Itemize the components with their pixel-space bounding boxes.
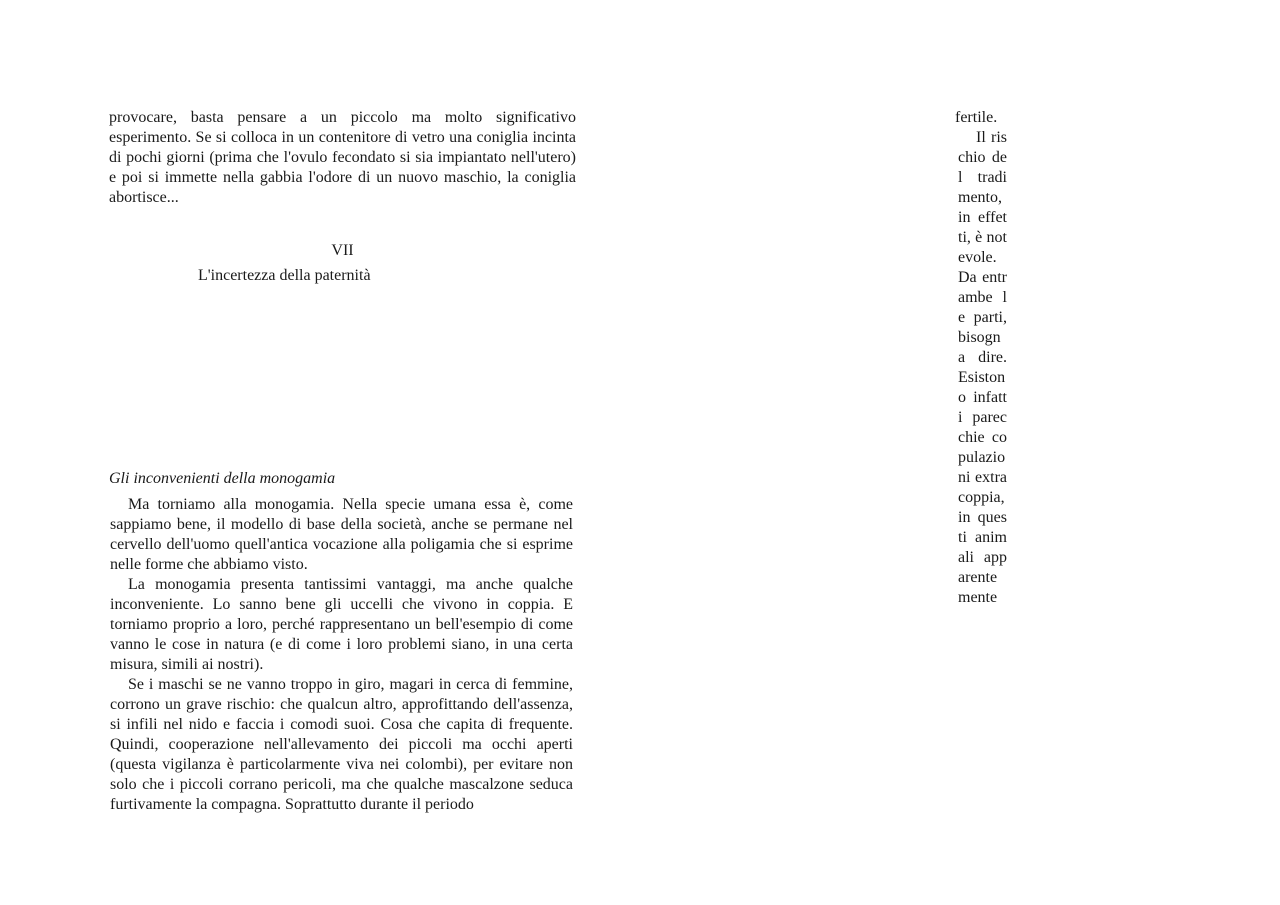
right-column-paragraph: Il rischio del tradimento, in effetti, è notevole. Da entrambe le parti, bisogna dire. Esistono infatti parecchie copulazioni extracoppia, in questi animali apparentemente	[958, 129, 1007, 606]
body-text	[110, 495, 573, 815]
body-paragraph-3: Se i maschi se ne vanno troppo in giro, magari in cerca di femmine, corrono un grave rischio: che qualcun altro, approfittando dell'assenza, si infili nel nido e faccia i comodi suoi. Cosa che capita di frequente. Quindi, cooperazione nell'allevamento dei piccoli ma occhi aperti (questa vigilanza è particolarmente viva nei colombi), per evitare non solo che i piccoli corrano pericoli, ma che qualche mascalzone seduca furtivamente la compagna. Soprattutto durante il periodo	[110, 676, 573, 813]
section-heading: Gli inconvenienti della monogamia	[109, 470, 336, 487]
intro-paragraph: provocare, basta pensare a un piccolo ma molto significativo esperimento. Se si colloca in un contenitore di vetro una coniglia incinta di pochi giorni (prima che l'ovulo fecondato si sia impiantato nell'utero) e poi si immette nella gabbia l'odore di un nuovo maschio, la coniglia abortisce...	[109, 109, 576, 206]
body-paragraph-1: Ma torniamo alla monogamia. Nella specie umana essa è, come sappiamo bene, il modello di base della società, anche se permane nel cervello dell'uomo quell'antica vocazione alla poligamia che si esprime nelle forme che abbiamo visto.	[110, 496, 573, 573]
chapter-title: L'incertezza della paternità	[198, 267, 371, 284]
right-column-first-line: fertile.	[955, 109, 998, 126]
chapter-number: VII	[331, 242, 354, 259]
right-column	[955, 108, 1007, 608]
body-paragraph-2: La monogamia presenta tantissimi vantaggi, ma anche qualche inconveniente. Lo sanno bene gli uccelli che vivono in coppia. E torniamo proprio a loro, perché rappresentano un bell'esempio di come vanno le cose in natura (e di come i loro problemi siano, in una certa misura, simili ai nostri).	[110, 576, 573, 673]
left-column	[109, 108, 576, 813]
